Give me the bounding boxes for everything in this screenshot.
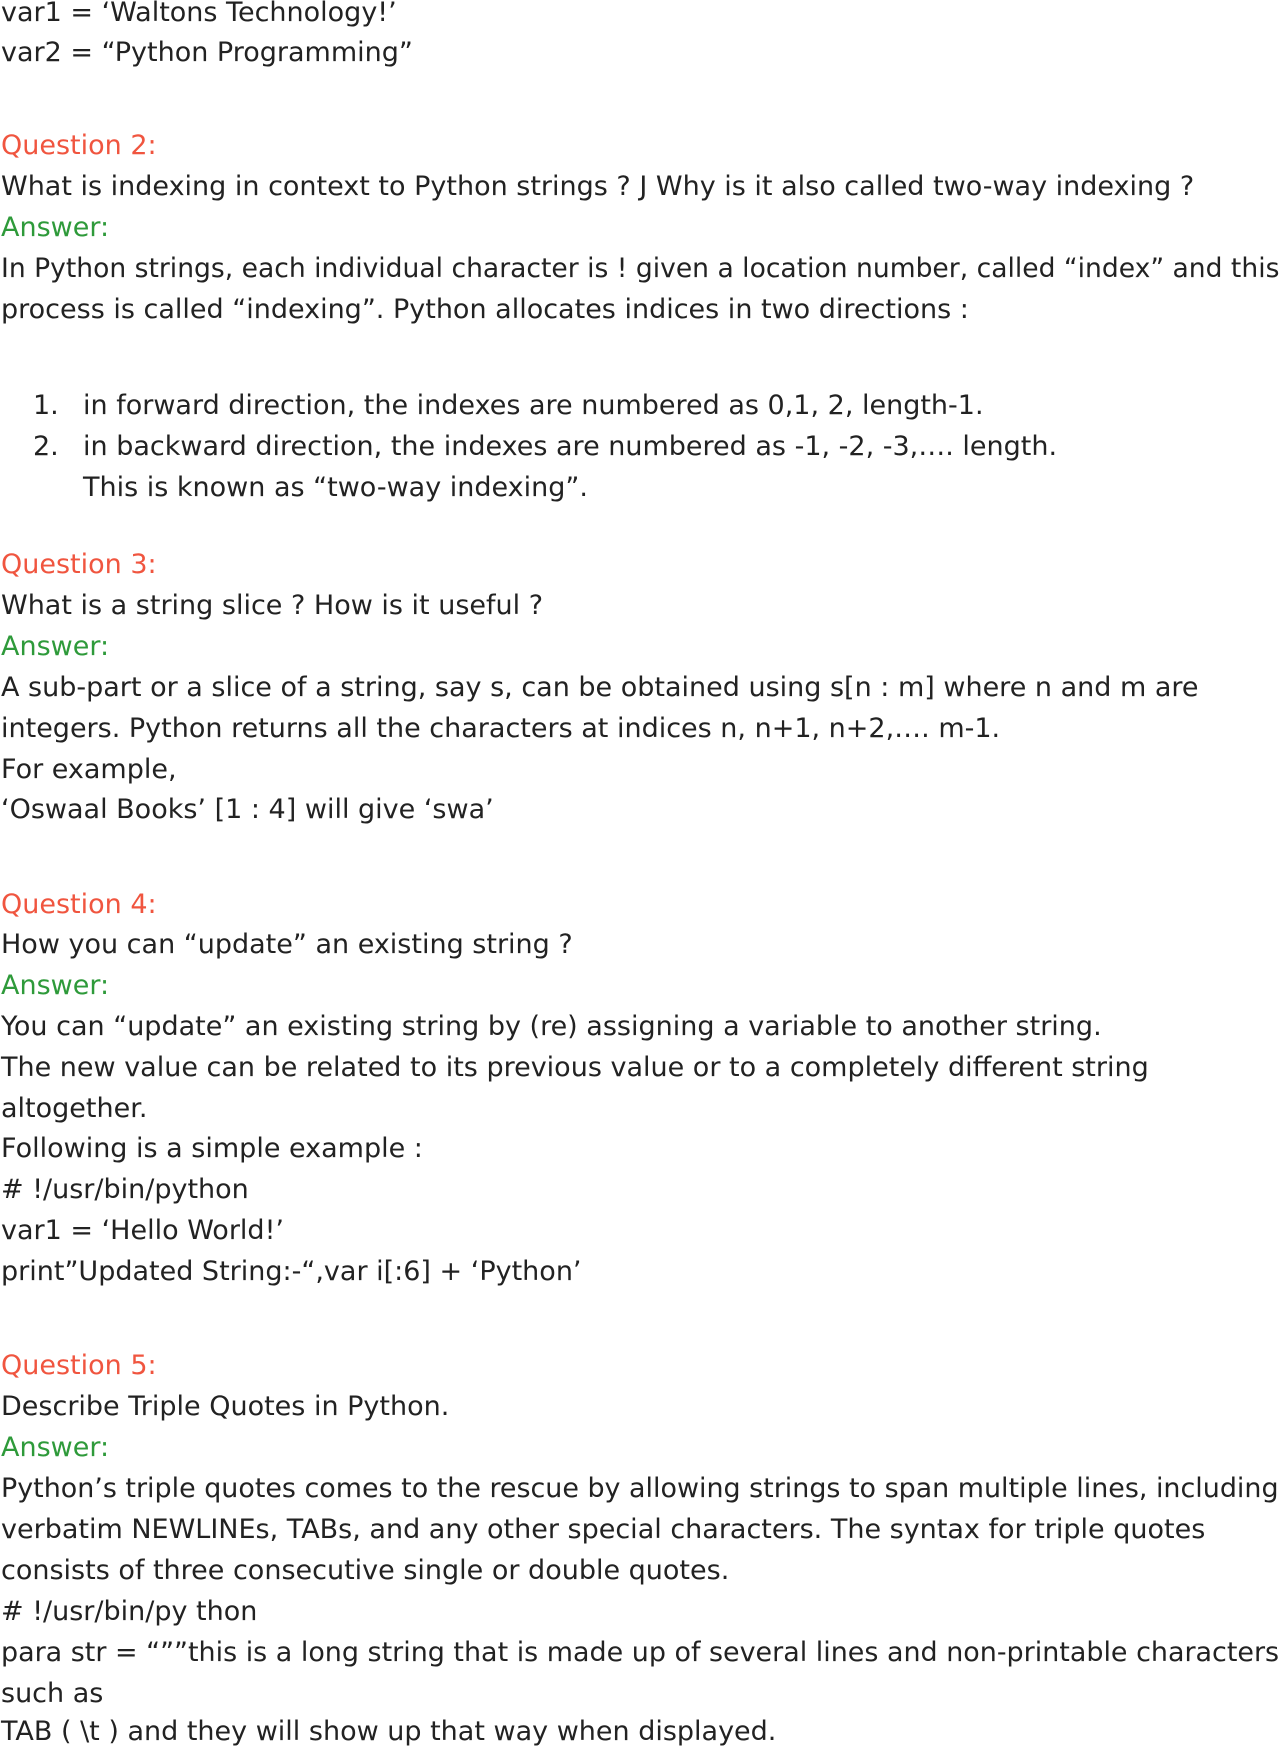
question-4-code-line: var1 = ‘Hello World!’ [1,1215,284,1246]
intro-line-2: var2 = “Python Programming” [1,37,413,68]
question-3-answer-line: ‘Oswaal Books’ [1 : 4] will give ‘swa’ [1,794,494,825]
question-4-answer-line: altogether. [1,1093,148,1124]
list-item-number: 1. [33,390,59,421]
question-2-answer-line: In Python strings, each individual character is ! given a location number, called “index” and this [1,253,1280,284]
question-5-answer-line: Python’s triple quotes comes to the rescue by allowing strings to span multiple lines, including [1,1473,1279,1504]
question-3-text: What is a string slice ? How is it useful ? [1,590,544,621]
question-4-code-line: print”Updated String:-“,var i[:6] + ‘Python’ [1,1256,582,1287]
question-4-heading: Question 4: [1,889,157,920]
question-4-answer-label: Answer: [1,970,110,1001]
list-item-text: in backward direction, the indexes are numbered as -1, -2, -3,…. length. [83,431,1058,462]
question-4-answer-line: Following is a simple example : [1,1133,423,1164]
question-5-answer-line: consists of three consecutive single or double quotes. [1,1555,730,1586]
question-3-answer-line: For example, [1,754,177,785]
question-3-answer-line: integers. Python returns all the characters at indices n, n+1, n+2,…. m-1. [1,713,1001,744]
question-3-heading: Question 3: [1,549,157,580]
question-4-answer-line: You can “update” an existing string by (re) assigning a variable to another string. [1,1011,1102,1042]
list-item-number: 2. [33,431,59,462]
question-3-answer-label: Answer: [1,631,110,662]
question-5-heading: Question 5: [1,1350,157,1381]
question-5-code-line: # !/usr/bin/py thon [1,1596,258,1627]
list-item-text: in forward direction, the indexes are numbered as 0,1, 2, length-1. [83,390,984,421]
question-5-code-line: TAB ( \t ) and they will show up that way when displayed. [1,1716,777,1747]
question-3-answer-line: A sub-part or a slice of a string, say s, can be obtained using s[n : m] where n and m are [1,672,1199,703]
question-2-text: What is indexing in context to Python strings ? J Why is it also called two-way indexing ? [1,171,1195,202]
question-2-answer-label: Answer: [1,212,110,243]
question-4-text: How you can “update” an existing string ? [1,929,573,960]
question-5-answer-label: Answer: [1,1432,110,1463]
question-5-answer-line: verbatim NEWLINEs, TABs, and any other special characters. The syntax for triple quotes [1,1514,1206,1545]
question-5-code-line: such as [1,1678,104,1709]
question-4-code-line: # !/usr/bin/python [1,1174,249,1205]
question-5-text: Describe Triple Quotes in Python. [1,1391,450,1422]
question-5-code-line: para str = “””this is a long string that is made up of several lines and non-printable characters [1,1637,1280,1668]
intro-line-1: var1 = ‘Waltons Technology!’ [1,0,397,28]
question-4-answer-line: The new value can be related to its previous value or to a completely different string [1,1052,1149,1083]
question-2-answer-line: process is called “indexing”. Python allocates indices in two directions : [1,294,969,325]
list-note: This is known as “two-way indexing”. [83,472,588,503]
question-2-heading: Question 2: [1,130,157,161]
